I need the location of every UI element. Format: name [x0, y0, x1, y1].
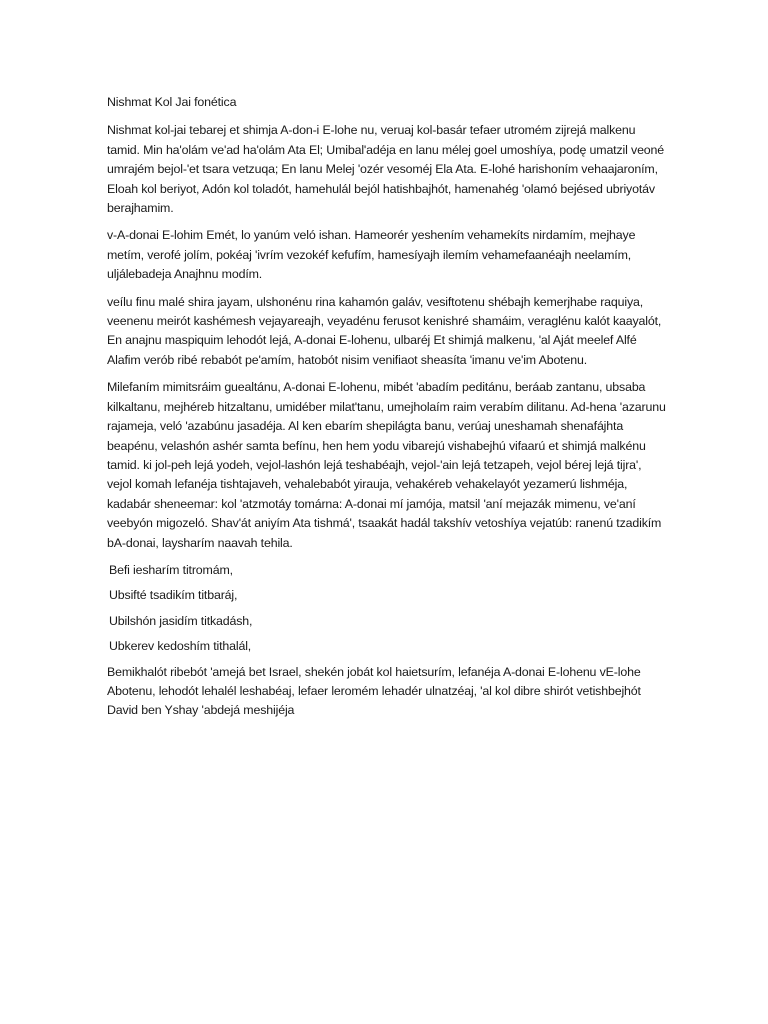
- paragraph-4: Milefaním mimitsráim guealtánu, A-donai E-lohenu, mibét 'abadím peditánu, beráab zantanu, ubsaba kilkaltanu, mejhéreb hitzaltanu, umidéber milat'tanu, umejholaím raim verabím dilitanu. Ad-hena 'azarunu rajameja, veló 'azabúnu jasadéja. Al ken ebarím shepilágta banu, verúaj uneshamah shenafájhta beapénu, velashón ashér samta befínu, hen hem yodu vibarejú vishabejhú vifaarú et shimjá malkénu tamid. ki jol-peh lejá yodeh, vejol-lashón lejá teshabéajh, vejol-'ain lejá tetzapeh, vejol bérej lejá tijra', vejol komah lefanéja tishtajaveh, vehalebabót yirauja, vehakéreb vehakelayót yezamerú lishméja, kadabár sheneemar: kol 'atzmotáy tomárna: A-donai mí jamója, matsil 'aní mejazák mimenu, ve'aní veebyón migozeló. Shav'át aniyím Ata tishmá', tsaakát hadál takshív vetoshíya vejatúb: ranenú tzadikím bA-donai, laysharím naavah tehila.: [107, 380, 666, 550]
- verse-line-1: Befi iesharím titromám,: [109, 562, 233, 577]
- verse-line-3: Ubilshón jasidím titkadásh,: [109, 613, 253, 628]
- document-page: [107, 93, 667, 729]
- verse-line-4: Ubkerev kedoshím tithalál,: [109, 639, 252, 654]
- paragraph-3: veílu finu malé shira jayam, ulshonénu rina kahamón galáv, vesiftotenu shébajh kemerjhabe raquiya, veenenu meirót kashémesh vejayareajh, veyadénu ferusot kenishré shamáim, veraglénu kalót kaayalót, En anajnu maspiquim lehodót lejá, A-donai E-lohenu, ulbaréj Et shimjá malkenu, 'al Aját meelef Alfé Alafim verób ribé rebabót pe'amím, hatobót nisim venifiaot sheasíta 'imanu ve'im Abotenu.: [107, 294, 662, 367]
- document-title: Nishmat Kol Jai fonética: [107, 95, 237, 109]
- closing-paragraph: Bemikhalót ribebót 'amejá bet Israel, shekén jobát kol haietsurím, lefanéja A-donai E-lohenu vE-lohe Abotenu, lehodót lehalél leshabéaj, lefaer leromém lehadér ulnatzéaj, 'al kol dibre shirót vetishbejhót David ben Yshay 'abdejá meshijéja: [107, 664, 641, 718]
- paragraph-2: v-A-donai E-lohim Emét, lo yanúm veló ishan. Hameorér yeshením vehamekíts nirdamím, mejhaye metím, verofé jolím, pokéaj 'ivrím vezokéf kefufím, hamesíyajh ilemím vehamefaanéajh neelamím, uljálebadeja Anajhnu modím.: [107, 228, 636, 282]
- verse-line-2: Ubsifté tsadikím titbaráj,: [109, 588, 238, 603]
- paragraph-1: Nishmat kol-jai tebarej et shimja A-don-i E-lohe nu, veruaj kol-basár tefaer utromém zijrejá malkenu tamid. Min ha'olám ve'ad ha'olám Ata El; Umibal'adéja en lanu mélej goel umoshíya, podę umatzil veoné umrajém bejol-'et tsara vetzuqa; En lanu Melej 'ozér vesoméj Ela Ata. E-lohé harishoním vehaajaroním, Eloah kol beriyot, Adón kol toladót, hamehulál bejól hatishbajhót, hamenahég 'olamó bejésed ubriyotáv berajhamim.: [107, 123, 665, 216]
